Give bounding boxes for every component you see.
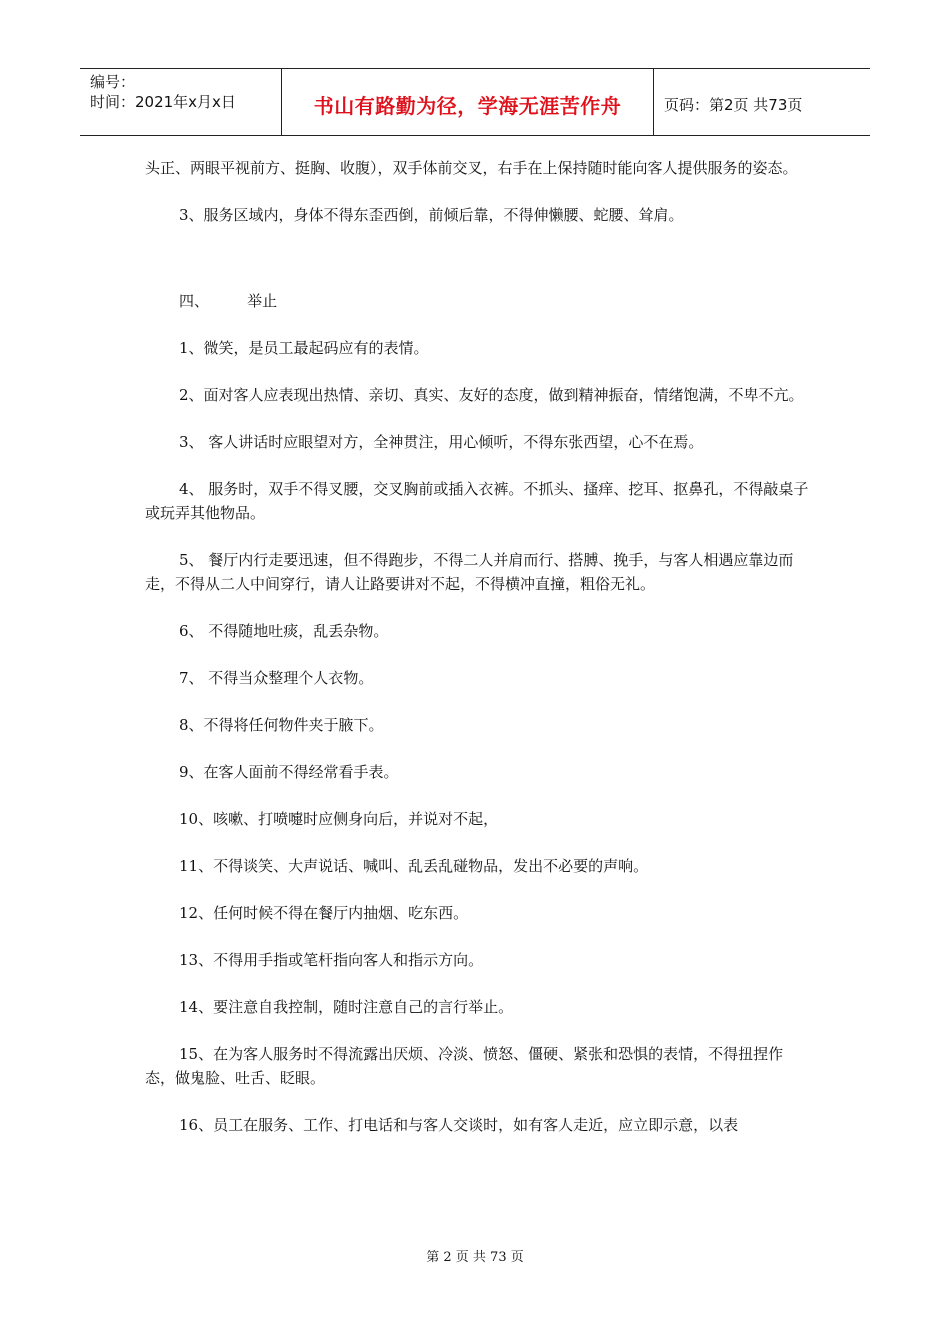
list-item: 5、 餐厅内行走要迅速，但不得跑步，不得二人并肩而行、搭膊、挽手，与客人相遇应靠边而走，不得从二人中间穿行，请人让路要讲对不起，不得横冲直撞，粗俗无礼。 xyxy=(145,551,794,593)
document-header xyxy=(80,68,870,136)
section-title-behavior: 四、 举止 xyxy=(179,292,278,310)
document-body xyxy=(145,156,813,1160)
continuation-paragraph: 头正、两眼平视前方、挺胸、收腹），双手体前交叉，右手在上保持随时能向客人提供服务的姿态。 xyxy=(145,159,798,177)
list-item: 10、咳嗽、打喷嚏时应侧身向后，并说对不起， xyxy=(179,810,499,828)
page-footer: 第 2 页 共 73 页 xyxy=(426,1250,524,1265)
list-item: 1、微笑，是员工最起码应有的表情。 xyxy=(179,339,429,357)
list-item: 2、面对客人应表现出热情、亲切、真实、友好的态度，做到精神振奋，情绪饱满，不卑不亢。 xyxy=(179,386,804,404)
list-item: 8、不得将任何物件夹于腋下。 xyxy=(179,716,384,734)
list-item: 16、员工在服务、工作、打电话和与客人交谈时，如有客人走近，应立即示意，以表 xyxy=(179,1116,739,1134)
posture-item-3: 3、服务区域内，身体不得东歪西倒，前倾后靠，不得伸懒腰、蛇腰、耸肩。 xyxy=(179,206,684,224)
number-label: 编号： xyxy=(90,73,136,91)
list-item: 3、 客人讲话时应眼望对方，全神贯注，用心倾听，不得东张西望，心不在焉。 xyxy=(179,433,704,451)
header-page-code: 页码：第2页 共73页 xyxy=(664,95,803,114)
time-label: 时间：2021年x月x日 xyxy=(90,93,236,111)
list-item: 7、 不得当众整理个人衣物。 xyxy=(179,669,374,687)
list-item: 6、 不得随地吐痰，乱丢杂物。 xyxy=(179,622,389,640)
header-meta xyxy=(80,69,282,135)
list-item: 11、不得谈笑、大声说话、喊叫、乱丢乱碰物品，发出不必要的声响。 xyxy=(179,857,649,875)
list-item: 15、在为客人服务时不得流露出厌烦、冷淡、愤怒、僵硬、紧张和恐惧的表情，不得扭捏作态，做鬼脸、吐舌、眨眼。 xyxy=(145,1045,784,1087)
header-motto: 书山有路勤为径，学海无涯苦作舟 xyxy=(282,69,654,135)
list-item: 4、 服务时，双手不得叉腰，交叉胸前或插入衣裤。不抓头、搔痒、挖耳、抠鼻孔，不得敲桌子或玩弄其他物品。 xyxy=(145,480,809,522)
list-item: 9、在客人面前不得经常看手表。 xyxy=(179,763,399,781)
list-item: 12、任何时候不得在餐厅内抽烟、吃东西。 xyxy=(179,904,469,922)
list-item: 14、要注意自我控制，随时注意自己的言行举止。 xyxy=(179,998,514,1016)
list-item: 13、不得用手指或笔杆指向客人和指示方向。 xyxy=(179,951,484,969)
